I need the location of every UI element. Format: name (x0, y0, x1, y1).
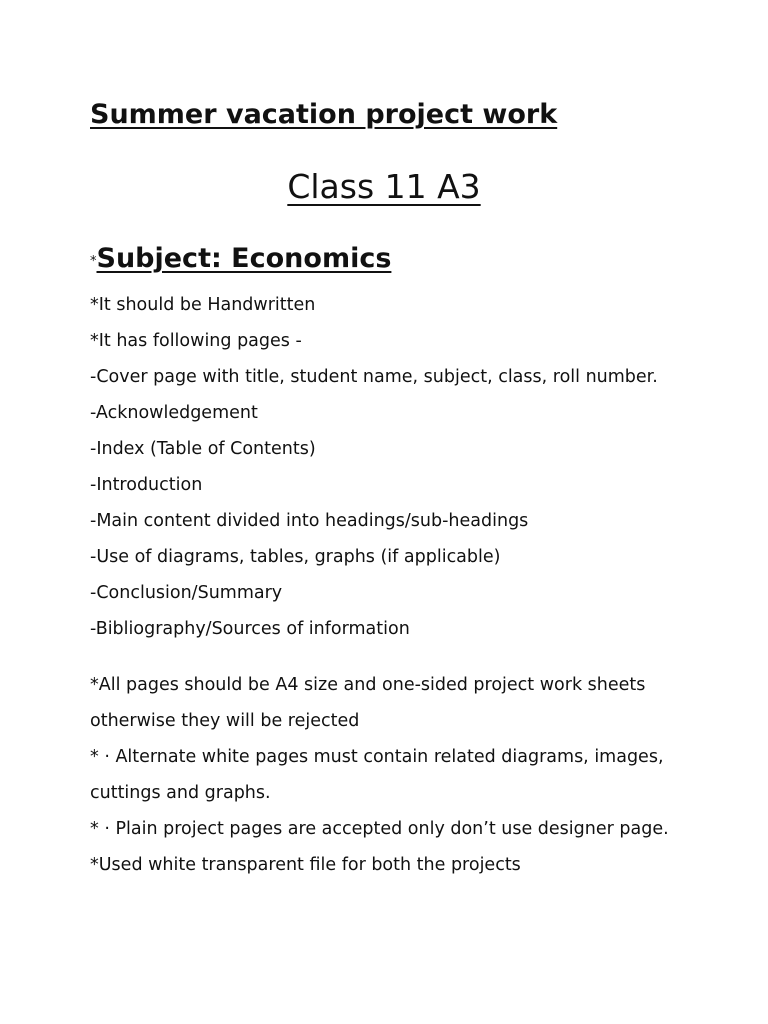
page-title: Summer vacation project work (90, 99, 558, 130)
page-list-item: -Use of diagrams, tables, graphs (if applicable) (90, 547, 501, 567)
class-heading: Class 11 A3 (287, 167, 481, 206)
rule-line: * · Plain project pages are accepted only don’t use designer page. (90, 819, 669, 839)
page-list-item: -Index (Table of Contents) (90, 439, 316, 459)
subject-heading: Subject: Economics (96, 243, 392, 274)
instruction-line: *It has following pages - (90, 331, 302, 351)
instruction-line: *It should be Handwritten (90, 295, 316, 315)
page-list-item: -Main content divided into headings/sub-headings (90, 511, 529, 531)
page-list-item: -Acknowledgement (90, 403, 258, 423)
rule-line: *Used white transparent file for both the projects (90, 855, 521, 875)
subject-star: * (90, 254, 97, 269)
rule-line: * · Alternate white pages must contain related diagrams, images, (90, 747, 664, 767)
page-list-item: -Introduction (90, 475, 203, 495)
page-list-item: -Cover page with title, student name, subject, class, roll number. (90, 367, 658, 387)
rule-line: cuttings and graphs. (90, 783, 271, 803)
page-list-item: -Bibliography/Sources of information (90, 619, 410, 639)
rule-line: *All pages should be A4 size and one-sided project work sheets (90, 675, 646, 695)
page-list-item: -Conclusion/Summary (90, 583, 283, 603)
rule-line: otherwise they will be rejected (90, 711, 360, 731)
subject-heading-row (90, 240, 391, 278)
class-heading-row (0, 165, 768, 209)
